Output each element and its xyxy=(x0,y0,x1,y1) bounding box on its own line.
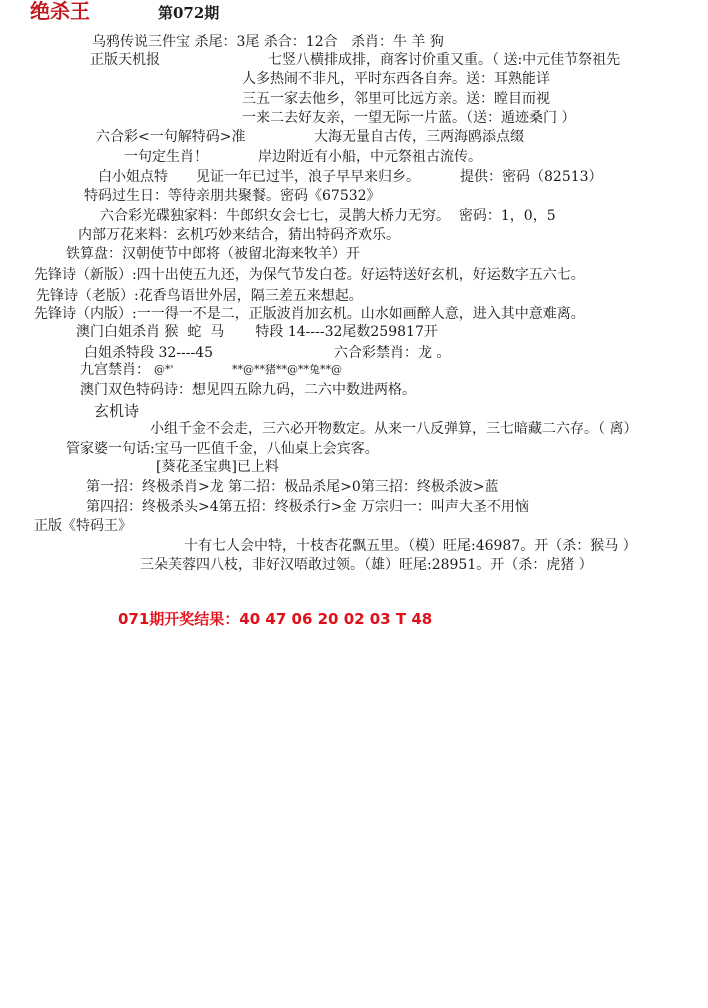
text-line: 第一招：终极杀肖>龙 第二招：极品杀尾>0第三招：终极杀波>蓝 xyxy=(86,479,499,495)
issue-number: 第072期 xyxy=(158,4,220,22)
text-line: 人多热闹不非凡，平时东西各自奔。送：耳熟能详 xyxy=(242,71,550,87)
text-line: 三五一家去他乡，邻里可比远方亲。送：瞠目而视 xyxy=(242,91,550,107)
text-line-label: 白小姐点特 xyxy=(98,169,168,185)
text-line-label: 一句定生肖！ xyxy=(124,149,208,165)
text-line: 十有七人会中特，十枝杏花飘五里。（模）旺尾:46987。开（杀：猴马 ） xyxy=(184,538,637,554)
text-line: 六合彩光碟独家料：牛郎织女会七七，灵鹊大桥力无穷。 密码：1，0，5 xyxy=(100,208,556,224)
text-line: **@**猪**@**兔**@ xyxy=(232,363,342,376)
section-heading: 玄机诗 xyxy=(94,402,140,420)
section-heading: 正版《特码王》 xyxy=(34,518,132,534)
text-line: 先锋诗（老版）:花香鸟语世外居，隔三差五来想起。 xyxy=(36,288,363,304)
text-line: 岸边附近有小船，中元祭祖古流传。 xyxy=(258,149,482,165)
text-line: 先锋诗（内版）:一一得一不是二，正版波肖加玄机。山水如画醉人意，进入其中意难离。 xyxy=(34,306,585,322)
text-line-label: 九宫禁肖： xyxy=(80,362,150,378)
text-line: 白姐杀特段 32----45 xyxy=(84,345,214,361)
text-line: 见证一年已过半，浪子早早来归乡。 xyxy=(196,169,420,185)
section-heading: [葵花圣宝典]已上料 xyxy=(156,459,279,475)
text-line: 澳门双色特码诗：想见四五除九码，二六中数进两格。 xyxy=(80,382,416,398)
text-line: 六合彩禁肖：龙 。 xyxy=(334,345,451,361)
text-line-label: 六合彩<一句解特码>准 xyxy=(96,129,246,145)
text-line: 乌鸦传说三件宝 杀尾：3尾 杀合：12合 杀肖：牛 羊 狗 xyxy=(92,34,444,50)
draw-result: 071期开奖结果：40 47 06 20 02 03 T 48 xyxy=(118,610,433,628)
text-line: 铁算盘：汉朝使节中郎将（被留北海来牧羊）开 xyxy=(66,246,360,262)
text-line: @*' xyxy=(154,363,174,376)
text-line: 大海无量自古传，三两海鸥添点缀 xyxy=(314,129,524,145)
text-line-label: 正版天机报 xyxy=(90,52,160,68)
text-line: 管家婆一句话:宝马一匹值千金，八仙桌上会宾客。 xyxy=(66,441,379,457)
text-line: 澳门白姐杀肖 猴 蛇 马 特段 14----32尾数259817开 xyxy=(76,324,438,340)
text-line: 一来二去好友亲，一望无际一片蓝。（送：遁迹桑门 ） xyxy=(242,110,576,126)
text-line: 七竖八横排成排，商客讨价重又重。（ 送:中元佳节祭祖先 xyxy=(268,52,621,68)
text-line: 第四招：终极杀头>4第五招：终极杀行>金 万宗归一：叫声大圣不用恼 xyxy=(86,499,529,515)
text-line: 内部万花来料：玄机巧妙来结合，猜出特码齐欢乐。 xyxy=(78,227,400,243)
text-line: 三朵芙蓉四八枝，非好汉唔敢过领。（雄）旺尾:28951。开（杀：虎猪 ） xyxy=(140,557,593,573)
text-line: 特码过生日：等待亲朋共聚餐。密码《67532》 xyxy=(84,188,381,204)
text-line: 先锋诗（新版）:四十出使五九还，为保气节发白苍。好运特送好玄机，好运数字五六七。 xyxy=(34,267,585,283)
text-line: 提供：密码（82513） xyxy=(460,169,603,185)
text-line: 小组千金不会走，三六必开物数定。从来一八反弹算，三七暗藏二六存。（ 离） xyxy=(150,421,638,437)
brand-title: 绝杀王 xyxy=(30,0,90,23)
